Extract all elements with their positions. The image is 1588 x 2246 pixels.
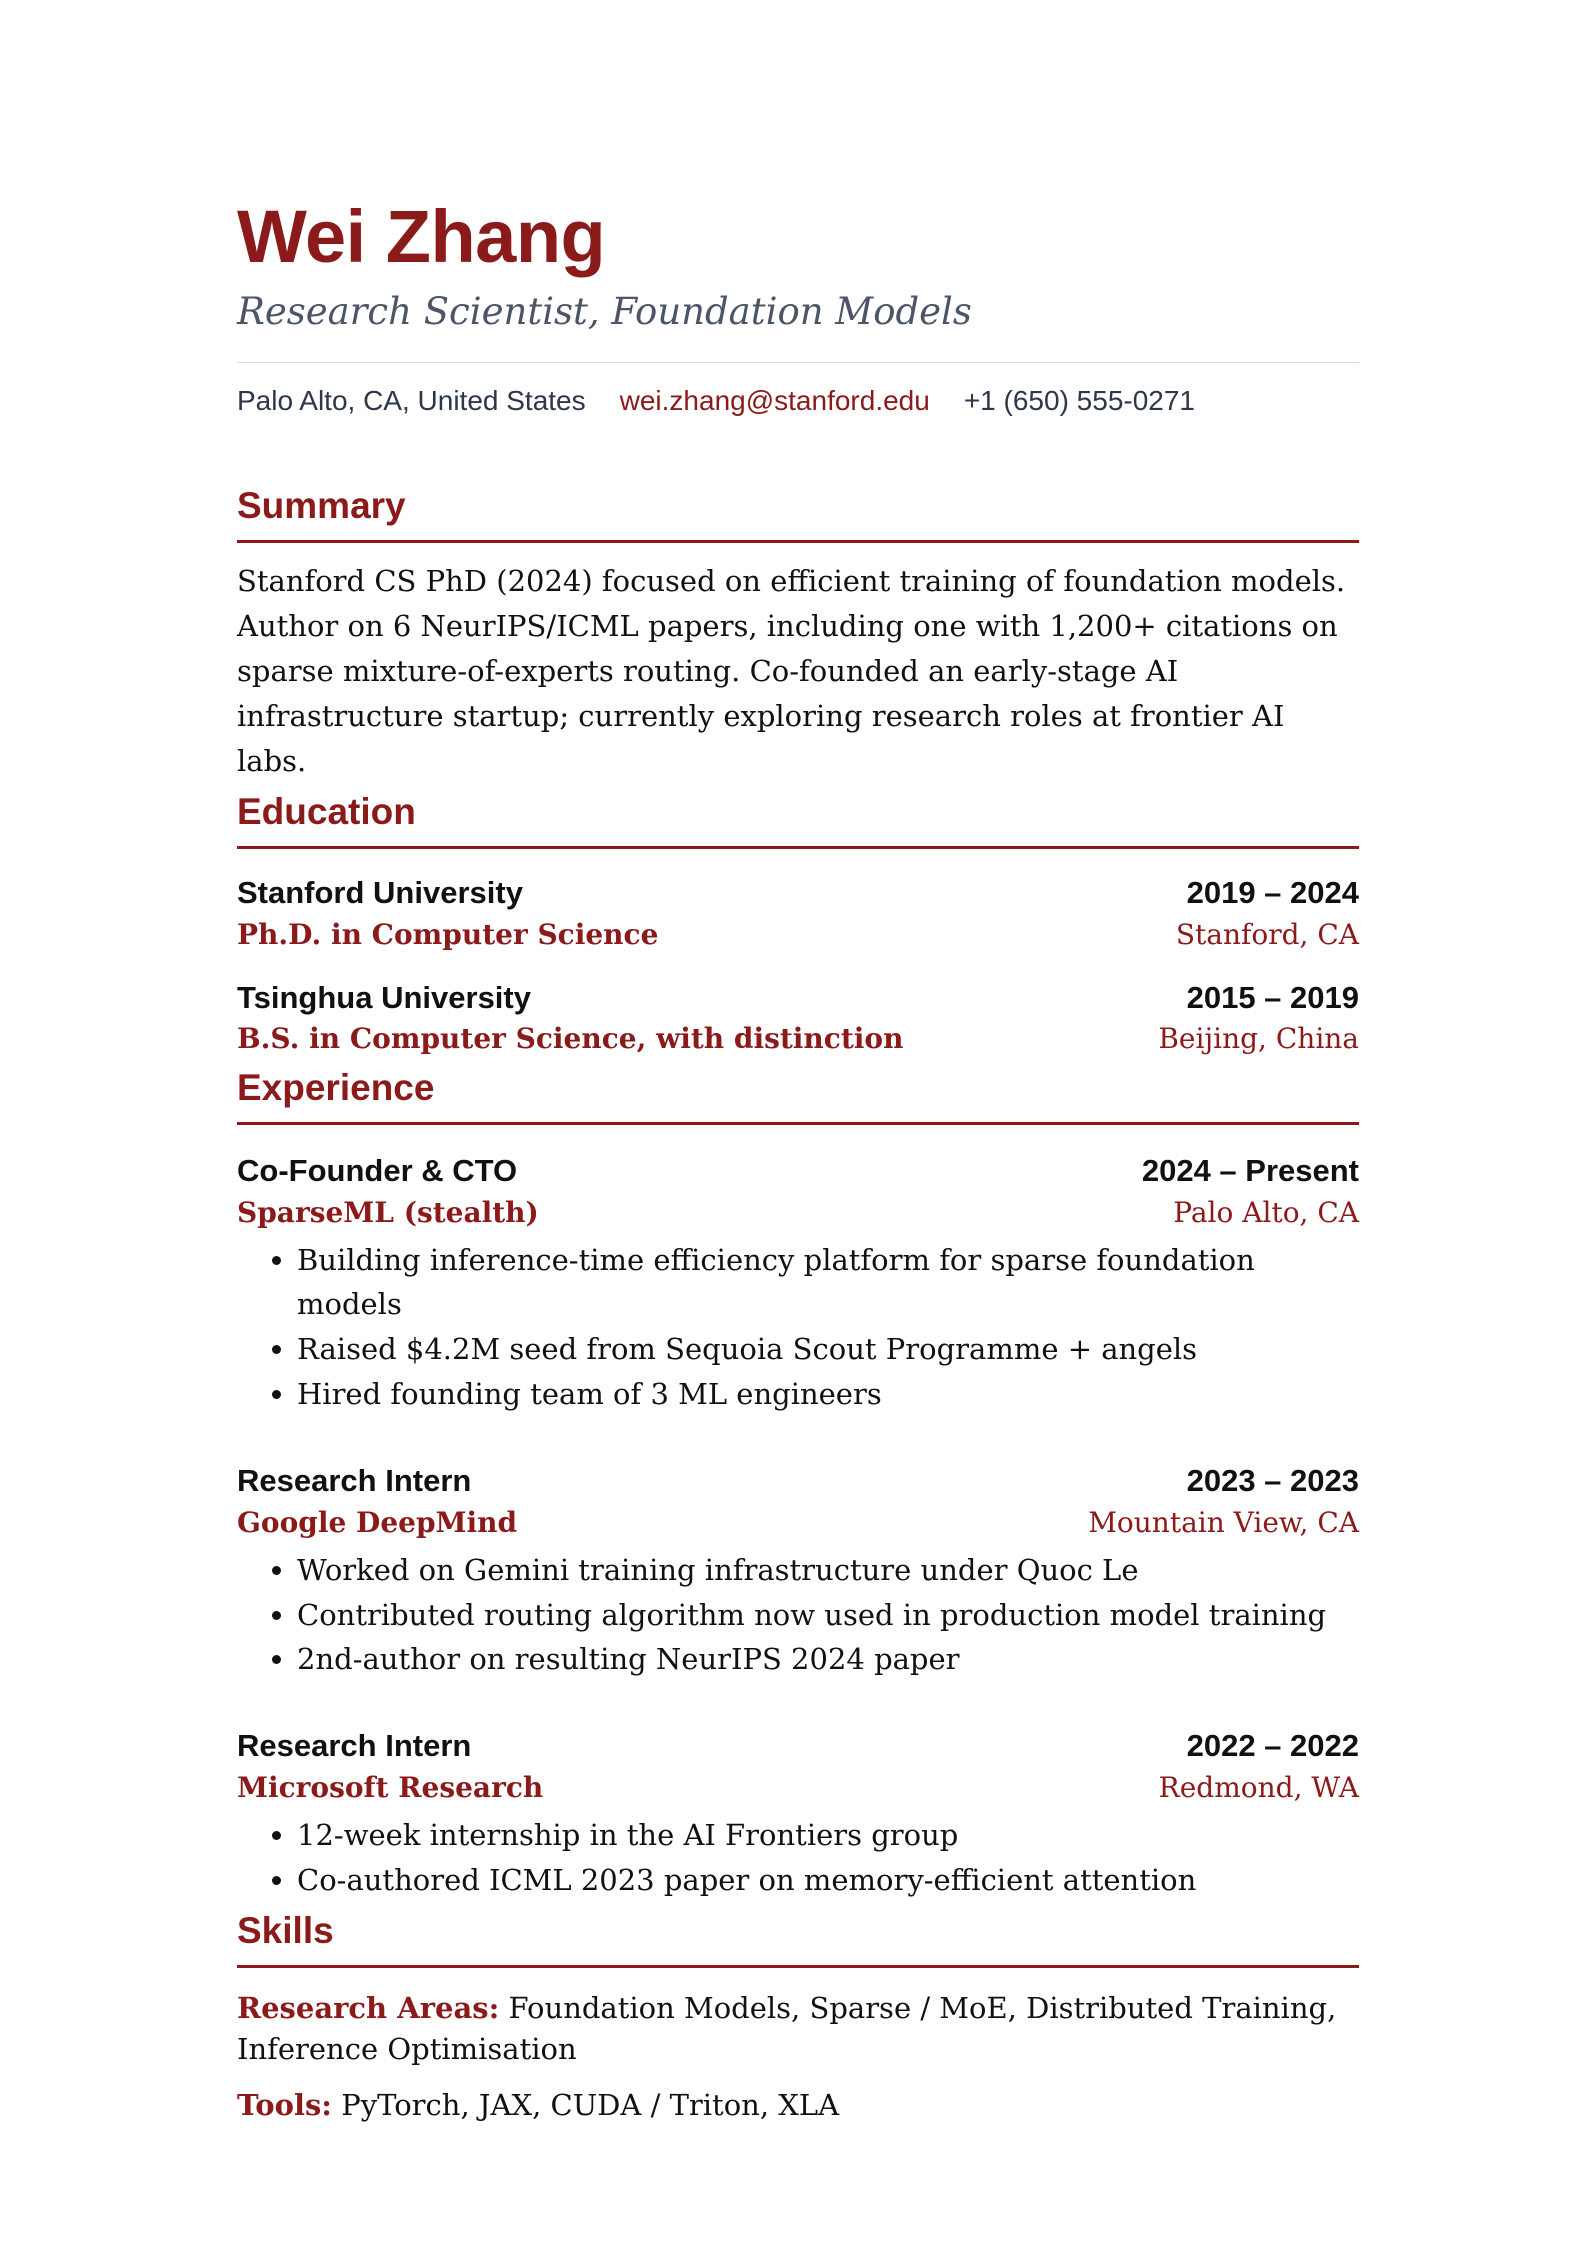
education-location: Beijing, China [1158, 1021, 1359, 1055]
education-dates: 2015 – 2019 [1186, 979, 1359, 1015]
contact-email-link[interactable]: wei.zhang@stanford.edu [619, 385, 930, 417]
education-degree: B.S. in Computer Science, with distinction [237, 1021, 904, 1055]
experience-company: SparseML (stealth) [237, 1195, 539, 1229]
experience-company: Microsoft Research [237, 1770, 544, 1804]
education-school: Tsinghua University [237, 979, 531, 1015]
skill-row-research [237, 1988, 1359, 2069]
experience-entry [237, 1151, 1359, 1417]
experience-entry [237, 1461, 1359, 1682]
experience-dates: 2024 – Present [1141, 1153, 1359, 1189]
experience-heading: Experience [237, 1066, 1359, 1125]
skills-section [237, 1909, 1359, 2126]
experience-location: Palo Alto, CA [1173, 1195, 1359, 1229]
summary-section [237, 484, 1359, 784]
education-school: Stanford University [237, 875, 523, 911]
experience-bullet: • Building inference-time efficiency platform for sparse foundation models [297, 1238, 1359, 1328]
experience-role: Co-Founder & CTO [237, 1153, 518, 1189]
experience-location: Redmond, WA [1158, 1770, 1359, 1804]
contact-line [237, 383, 1359, 419]
education-dates: 2019 – 2024 [1186, 875, 1359, 911]
experience-company: Google DeepMind [237, 1505, 518, 1539]
skill-value: PyTorch, JAX, CUDA / Triton, XLA [341, 2088, 840, 2123]
candidate-name: Wei Zhang [237, 195, 606, 278]
contact-phone: +1 (650) 555-0271 [963, 385, 1196, 417]
skill-label: Tools: [237, 2088, 332, 2123]
experience-section [237, 1066, 1359, 1903]
education-heading: Education [237, 790, 1359, 849]
experience-bullet: • Raised $4.2M seed from Sequoia Scout Programme + angels [297, 1327, 1359, 1372]
experience-bullets [237, 1238, 1359, 1418]
experience-role: Research Intern [237, 1728, 472, 1764]
education-location: Stanford, CA [1175, 917, 1359, 951]
experience-bullet: • Hired founding team of 3 ML engineers [297, 1372, 1359, 1417]
experience-bullet: • Co-authored ICML 2023 paper on memory-efficient attention [297, 1858, 1359, 1903]
education-section [237, 790, 1359, 1060]
skill-label: Research Areas: [237, 1990, 500, 2025]
experience-bullet: • Worked on Gemini training infrastructure under Quoc Le [297, 1548, 1359, 1593]
header-divider [237, 362, 1359, 363]
experience-bullets [237, 1813, 1359, 1903]
summary-text: Stanford CS PhD (2024) focused on efficient training of foundation models. Author on 6 NeurIPS/ICML papers, including one with 1,200+ citations on sparse mixture-of-experts routing. Co-founded an early-stage AI infrastructure startup; currently exploring research roles at frontier AI labs. [237, 564, 1346, 778]
experience-dates: 2022 – 2022 [1186, 1728, 1359, 1764]
candidate-headline: Research Scientist, Foundation Models [237, 290, 972, 333]
skills-heading: Skills [237, 1909, 1359, 1968]
resume-page [237, 195, 1359, 2142]
contact-location: Palo Alto, CA, United States [237, 385, 586, 417]
skill-row-tools [237, 2085, 1359, 2126]
skills-list [237, 1988, 1359, 2126]
education-degree: Ph.D. in Computer Science [237, 917, 659, 951]
education-entry [237, 978, 1359, 1060]
experience-role: Research Intern [237, 1463, 472, 1499]
experience-dates: 2023 – 2023 [1186, 1463, 1359, 1499]
experience-entry [237, 1726, 1359, 1902]
experience-bullet: • 12-week internship in the AI Frontiers group [297, 1813, 1359, 1858]
experience-location: Mountain View, CA [1088, 1505, 1359, 1539]
experience-bullet: • 2nd-author on resulting NeurIPS 2024 paper [297, 1637, 1359, 1682]
experience-bullet: • Contributed routing algorithm now used in production model training [297, 1593, 1359, 1638]
education-entry [237, 873, 1359, 955]
experience-bullets [237, 1548, 1359, 1683]
skill-value: Foundation Models, Sparse / MoE, Distributed Training, Inference Optimisation [237, 1990, 1337, 2066]
summary-heading: Summary [237, 484, 1359, 543]
